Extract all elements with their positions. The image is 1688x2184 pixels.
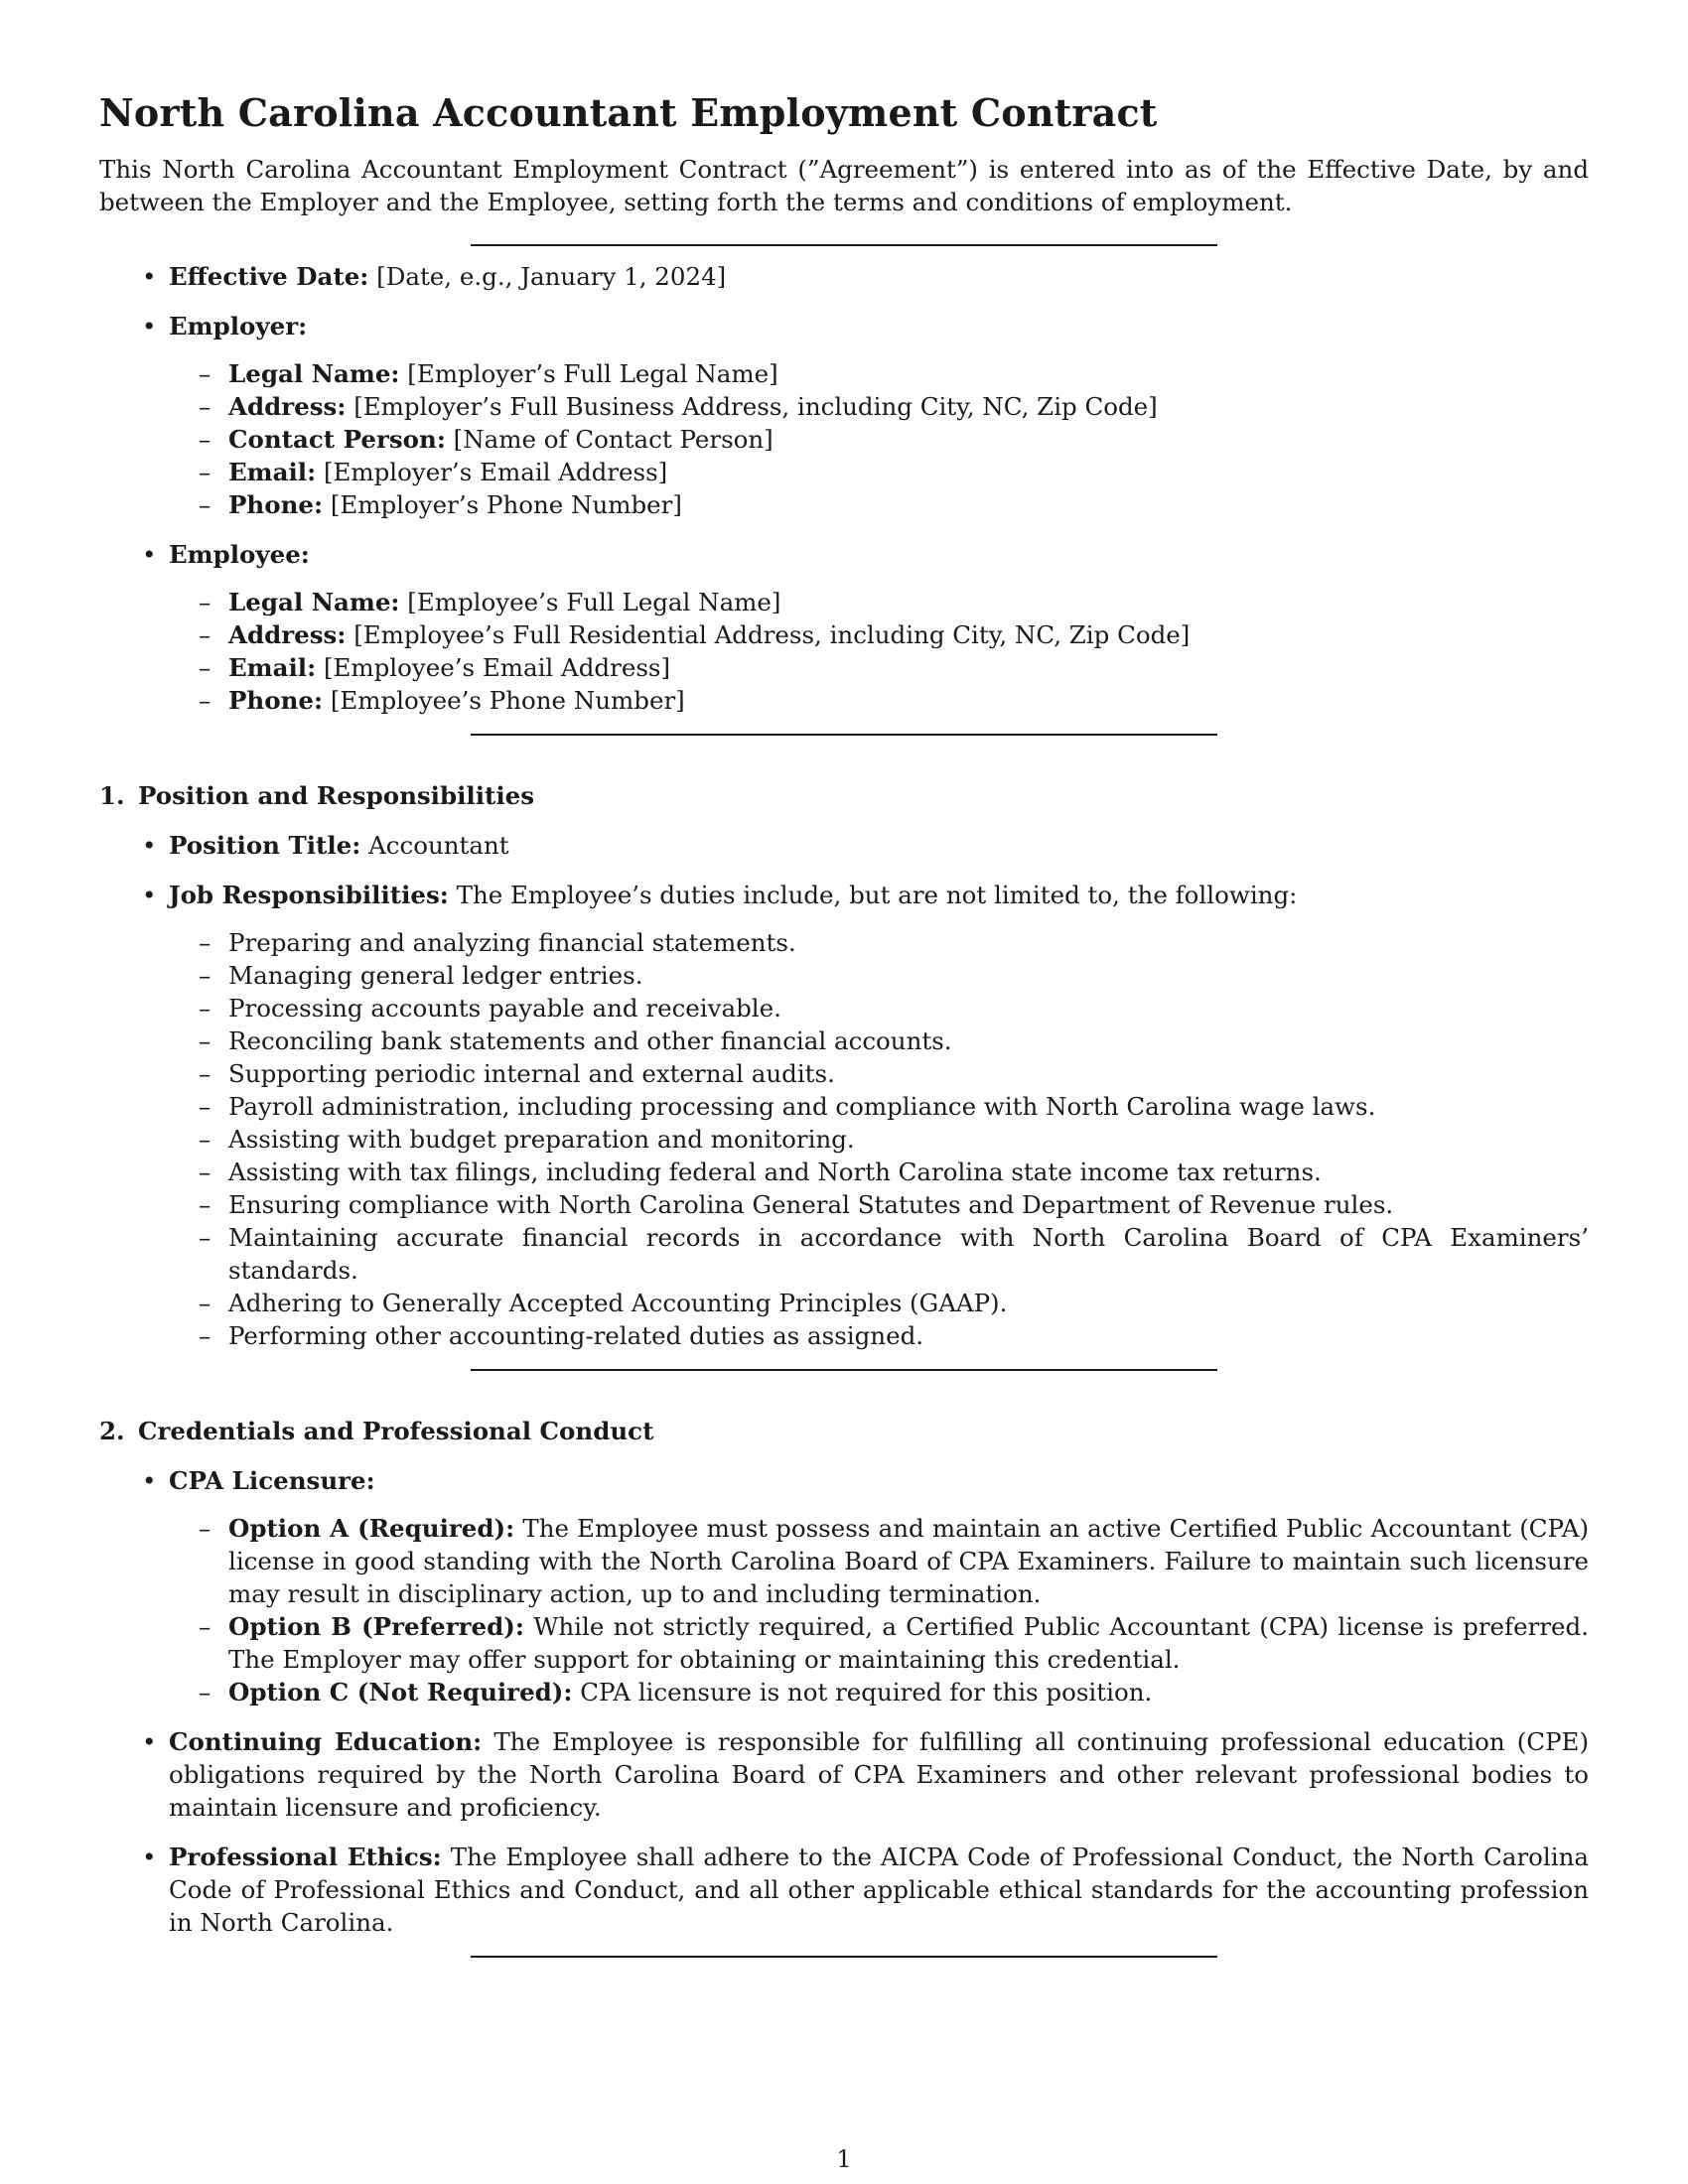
section-1-title: Position and Responsibilities bbox=[138, 781, 535, 810]
list-item-text: Ensuring compliance with North Carolina General Statutes and Department of Revenue rules. bbox=[228, 1190, 1394, 1219]
field-label: Email: bbox=[228, 458, 317, 486]
section-divider bbox=[471, 1956, 1217, 1958]
field-label: Address: bbox=[228, 392, 347, 421]
dash-icon: – bbox=[199, 994, 211, 1023]
employee-item bbox=[142, 538, 1589, 717]
employee-address bbox=[199, 618, 1589, 651]
employee-email bbox=[199, 651, 1589, 684]
field-value: [Employer’s Email Address] bbox=[323, 458, 668, 486]
option-text: The Employee must possess and maintain an active Certified Public Accountant (CPA) license in good standing with the North Carolina Board of CPA Examiners. Failure to maintain such licensure may result in disciplinary action, up to and including termination. bbox=[228, 1514, 1589, 1608]
continuing-education-value: The Employee is responsible for fulfilling all continuing professional education (CPE) obligations required by the North Carolina Board of CPA Examiners and other relevant professional bodies to maintain licensure and proficiency. bbox=[169, 1727, 1589, 1822]
field-label: Email: bbox=[228, 653, 317, 682]
employer-address bbox=[199, 390, 1589, 423]
list-item-text: Performing other accounting-related duties as assigned. bbox=[228, 1321, 924, 1350]
dash-icon: – bbox=[199, 620, 211, 649]
position-title-label: Position Title: bbox=[169, 831, 361, 860]
dash-icon: – bbox=[199, 1125, 211, 1154]
bullet-icon: • bbox=[142, 262, 157, 291]
list-item bbox=[199, 1024, 1589, 1057]
field-value: [Employee’s Full Residential Address, including City, NC, Zip Code] bbox=[353, 620, 1191, 649]
job-responsibilities-item bbox=[142, 879, 1589, 1352]
employer-legal-name bbox=[199, 357, 1589, 390]
list-item bbox=[199, 992, 1589, 1024]
section-1-number: 1. bbox=[99, 781, 125, 810]
list-item bbox=[199, 1090, 1589, 1123]
employee-legal-name bbox=[199, 586, 1589, 618]
dash-icon: – bbox=[199, 359, 211, 388]
job-responsibilities-label: Job Responsibilities: bbox=[169, 881, 449, 909]
dash-icon: – bbox=[199, 1223, 211, 1252]
list-item bbox=[199, 959, 1589, 992]
dash-icon: – bbox=[199, 653, 211, 682]
dash-icon: – bbox=[199, 1678, 211, 1706]
employer-email bbox=[199, 456, 1589, 488]
list-item-text: Reconciling bank statements and other financial accounts. bbox=[228, 1026, 952, 1055]
section-2-heading bbox=[99, 1415, 1589, 1447]
list-item-text: Assisting with tax filings, including federal and North Carolina state income tax returns. bbox=[228, 1158, 1322, 1186]
dash-icon: – bbox=[199, 1190, 211, 1219]
document-page bbox=[99, 87, 1589, 1958]
dash-icon: – bbox=[199, 1059, 211, 1088]
professional-ethics-item bbox=[142, 1841, 1589, 1939]
employer-phone bbox=[199, 488, 1589, 521]
list-item-text: Payroll administration, including processing and compliance with North Carolina wage laws. bbox=[228, 1092, 1376, 1121]
effective-date-item bbox=[142, 260, 1589, 293]
option-text: While not strictly required, a Certified Public Accountant (CPA) license is preferred. The Employer may offer support for obtaining or maintaining this credential. bbox=[228, 1612, 1590, 1674]
list-item bbox=[199, 1319, 1589, 1352]
list-item-text: Managing general ledger entries. bbox=[228, 961, 643, 990]
field-value: [Employer’s Phone Number] bbox=[330, 490, 682, 519]
dash-icon: – bbox=[199, 928, 211, 957]
position-title-value: Accountant bbox=[368, 831, 509, 860]
dash-icon: – bbox=[199, 425, 211, 454]
list-item-text: Assisting with budget preparation and monitoring. bbox=[228, 1125, 855, 1154]
section-divider bbox=[471, 734, 1217, 736]
option-label: Option A (Required): bbox=[228, 1514, 515, 1543]
dash-icon: – bbox=[199, 1289, 211, 1317]
employee-label: Employee: bbox=[169, 540, 310, 569]
dash-icon: – bbox=[199, 1026, 211, 1055]
dash-icon: – bbox=[199, 961, 211, 990]
section-1-list bbox=[99, 829, 1589, 1352]
bullet-icon: • bbox=[142, 831, 157, 860]
field-label: Contact Person: bbox=[228, 425, 446, 454]
option-label: Option C (Not Required): bbox=[228, 1678, 573, 1706]
dash-icon: – bbox=[199, 392, 211, 421]
position-title-item bbox=[142, 829, 1589, 862]
dash-icon: – bbox=[199, 686, 211, 715]
section-2-title: Credentials and Professional Conduct bbox=[138, 1417, 654, 1445]
employee-phone bbox=[199, 684, 1589, 717]
list-item-text: Processing accounts payable and receivable. bbox=[228, 994, 781, 1023]
field-value: [Employee’s Phone Number] bbox=[330, 686, 685, 715]
effective-date-label: Effective Date: bbox=[169, 262, 369, 291]
cpa-option-c bbox=[199, 1676, 1589, 1708]
field-value: [Name of Contact Person] bbox=[453, 425, 774, 454]
professional-ethics-label: Professional Ethics: bbox=[169, 1843, 442, 1871]
list-item-text: Supporting periodic internal and external audits. bbox=[228, 1059, 835, 1088]
cpa-option-b bbox=[199, 1610, 1590, 1676]
field-label: Legal Name: bbox=[228, 588, 400, 616]
list-item-text: Preparing and analyzing financial statements. bbox=[228, 928, 796, 957]
field-label: Address: bbox=[228, 620, 347, 649]
dash-icon: – bbox=[199, 1092, 211, 1121]
dash-icon: – bbox=[199, 1514, 211, 1543]
section-2-list bbox=[99, 1464, 1589, 1939]
employee-fields bbox=[169, 586, 1589, 717]
continuing-education-label: Continuing Education: bbox=[169, 1727, 483, 1756]
bullet-icon: • bbox=[142, 540, 157, 569]
bullet-icon: • bbox=[142, 1843, 157, 1871]
intro-paragraph: This North Carolina Accountant Employment Contract (”Agreement”) is entered into as of the Effective Date, by and between the Employer and the Employee, setting forth the terms and conditions of employment. bbox=[99, 155, 1589, 216]
list-item bbox=[199, 1156, 1589, 1188]
field-value: [Employee’s Full Legal Name] bbox=[407, 588, 781, 616]
list-item bbox=[199, 1287, 1589, 1319]
dash-icon: – bbox=[199, 490, 211, 519]
parties-list bbox=[99, 260, 1589, 717]
dash-icon: – bbox=[199, 1321, 211, 1350]
cpa-options-list bbox=[169, 1512, 1589, 1708]
list-item-text: Adhering to Generally Accepted Accounting Principles (GAAP). bbox=[228, 1289, 1008, 1317]
bullet-icon: • bbox=[142, 1727, 157, 1756]
cpa-option-a bbox=[199, 1512, 1589, 1610]
field-value: [Employer’s Full Legal Name] bbox=[407, 359, 778, 388]
employer-contact-person bbox=[199, 423, 1589, 456]
section-2-number: 2. bbox=[99, 1417, 125, 1445]
field-value: [Employee’s Email Address] bbox=[323, 653, 671, 682]
bullet-icon: • bbox=[142, 881, 157, 909]
section-divider bbox=[471, 244, 1217, 246]
employer-fields bbox=[169, 357, 1589, 521]
list-item bbox=[199, 926, 1589, 959]
page-number: 1 bbox=[836, 2145, 852, 2173]
field-label: Phone: bbox=[228, 686, 324, 715]
cpa-licensure-item bbox=[142, 1464, 1590, 1708]
bullet-icon: • bbox=[142, 1466, 157, 1495]
list-item bbox=[199, 1188, 1589, 1221]
option-label: Option B (Preferred): bbox=[228, 1612, 524, 1641]
cpa-licensure-label: CPA Licensure: bbox=[169, 1466, 375, 1495]
field-value: [Employer’s Full Business Address, including City, NC, Zip Code] bbox=[353, 392, 1158, 421]
section-1-heading bbox=[99, 779, 1589, 812]
dash-icon: – bbox=[199, 1612, 211, 1641]
employer-label: Employer: bbox=[169, 312, 308, 341]
list-item bbox=[199, 1057, 1589, 1090]
responsibilities-list bbox=[169, 926, 1589, 1352]
field-label: Legal Name: bbox=[228, 359, 400, 388]
list-item-text: Maintaining accurate financial records in accordance with North Carolina Board of CPA Examiners’ standards. bbox=[228, 1223, 1589, 1285]
field-label: Phone: bbox=[228, 490, 324, 519]
option-text: CPA licensure is not required for this position. bbox=[580, 1678, 1153, 1706]
job-responsibilities-value: The Employee’s duties include, but are not limited to, the following: bbox=[456, 881, 1298, 909]
dash-icon: – bbox=[199, 458, 211, 486]
list-item bbox=[199, 1221, 1589, 1287]
effective-date-value: [Date, e.g., January 1, 2024] bbox=[376, 262, 727, 291]
list-item bbox=[199, 1123, 1589, 1156]
employer-item bbox=[142, 310, 1589, 521]
continuing-education-item bbox=[142, 1725, 1589, 1824]
section-divider bbox=[471, 1369, 1217, 1371]
bullet-icon: • bbox=[142, 312, 157, 341]
dash-icon: – bbox=[199, 1158, 211, 1186]
professional-ethics-value: The Employee shall adhere to the AICPA Code of Professional Conduct, the North Carolina Code of Professional Ethics and Conduct, and all other applicable ethical standards for the accounting profession in North Carolina. bbox=[169, 1843, 1589, 1937]
document-title: North Carolina Accountant Employment Contract bbox=[99, 90, 1158, 135]
dash-icon: – bbox=[199, 588, 211, 616]
